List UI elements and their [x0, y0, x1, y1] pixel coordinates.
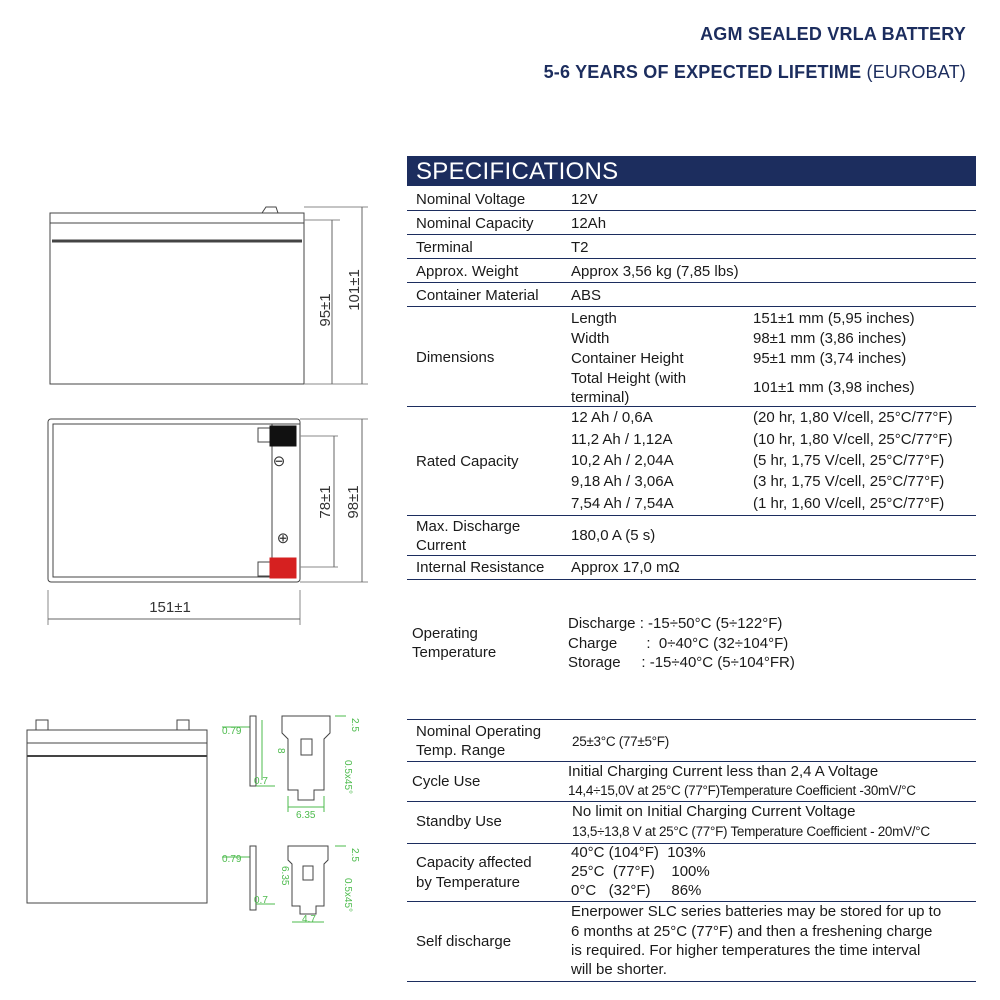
label-cont: Temp. Range	[416, 742, 506, 759]
value: 180,0 A (5 s)	[571, 527, 656, 544]
row-terminal	[407, 235, 976, 259]
dim-value: 101±1 mm (3,98 inches)	[753, 379, 915, 396]
standby-line1: No limit on Initial Charging Current Voltage	[572, 803, 856, 820]
tdim2-offset: 0.7	[254, 895, 268, 906]
label: Standby Use	[416, 813, 502, 830]
value: T2	[571, 239, 589, 256]
capacity-value: 9,18 Ah / 3,06A	[571, 473, 674, 490]
side-height-label: 95±1	[317, 293, 334, 327]
terminal-spacing-label: 78±1	[317, 485, 334, 519]
self-discharge-line: will be shorter.	[571, 961, 667, 978]
negative-terminal-symbol: ⊖	[272, 453, 286, 470]
dim-name: Width	[571, 330, 610, 347]
row-dimensions	[407, 307, 976, 407]
row-weight	[407, 259, 976, 283]
cap-temp-line: 25°C (77°F) 100%	[571, 863, 710, 880]
row-nominal-capacity	[407, 211, 976, 235]
top-view-drawing	[48, 419, 368, 625]
label: Approx. Weight	[416, 263, 519, 280]
specifications-title: SPECIFICATIONS	[407, 156, 976, 186]
label: Operating	[412, 625, 478, 642]
tdim2-height: 6.35	[279, 866, 290, 886]
label: Cycle Use	[412, 773, 481, 790]
dim-value: 151±1 mm (5,95 inches)	[753, 310, 915, 327]
label: Nominal Operating	[416, 723, 542, 740]
length-label: 151±1	[149, 599, 191, 616]
positive-terminal-symbol: ⊕	[276, 530, 290, 547]
row-standby-use	[407, 802, 976, 844]
tdim2-chamfer: 0.5x45°	[342, 878, 353, 913]
dim-name: Total Height (with	[571, 370, 687, 387]
temp-discharge: Discharge : -15÷50°C (5÷122°F)	[568, 615, 783, 632]
width-label: 98±1	[345, 485, 362, 519]
tdim-top: 2.5	[349, 718, 360, 732]
tdim-width: 6.35	[296, 810, 316, 821]
value: 12V	[571, 191, 598, 208]
small-side-view-drawing	[27, 720, 207, 903]
label: Nominal Capacity	[416, 215, 534, 232]
self-discharge-line: 6 months at 25°C (77°F) and then a freshening charge	[571, 923, 933, 940]
standby-line2: 13,5÷13,8 V at 25°C (77°F) Temperature Coefficient - 20mV/°C	[572, 824, 930, 839]
temp-storage: Storage : -15÷40°C (5÷104°FR)	[568, 654, 795, 671]
cycle-line1: Initial Charging Current less than 2,4 A Voltage	[568, 763, 879, 780]
capacity-condition: (3 hr, 1,75 V/cell, 25°C/77°F)	[753, 473, 945, 490]
cycle-line2: 14,4÷15,0V at 25°C (77°F)Temperature Coefficient -30mV/°C	[568, 783, 916, 798]
dim-name-cont: terminal)	[571, 389, 630, 406]
label-cont: Temperature	[412, 644, 497, 661]
value: Approx 17,0 mΩ	[571, 559, 680, 576]
label: Capacity affected	[416, 854, 532, 871]
capacity-condition: (5 hr, 1,75 V/cell, 25°C/77°F)	[753, 452, 945, 469]
row-capacity-temperature	[407, 844, 976, 902]
row-cycle-use	[407, 762, 976, 802]
dim-name: Container Height	[571, 350, 684, 367]
technical-drawings	[0, 0, 400, 1000]
capacity-condition: (10 hr, 1,80 V/cell, 25°C/77°F)	[753, 431, 953, 448]
row-nominal-operating	[407, 720, 976, 762]
row-container-material	[407, 283, 976, 307]
capacity-value: 12 Ah / 0,6A	[571, 409, 653, 426]
label-cont: by Temperature	[416, 874, 520, 891]
label-cont: Current	[416, 537, 467, 554]
label: Dimensions	[416, 349, 495, 366]
label: Self discharge	[416, 933, 512, 950]
self-discharge-line: Enerpower SLC series batteries may be stored for up to	[571, 903, 942, 920]
cap-temp-line: 0°C (32°F) 86%	[571, 882, 702, 899]
tdim2-thickness: 0.79	[222, 854, 242, 865]
row-rated-capacity	[407, 407, 976, 516]
header-subtitle	[544, 62, 966, 83]
row-internal-resistance	[407, 556, 976, 580]
label: Container Material	[416, 287, 539, 304]
temp-charge: Charge : 0÷40°C (32÷104°F)	[568, 635, 789, 652]
tdim-height: 8	[275, 748, 286, 754]
tdim2-top: 2.5	[349, 848, 360, 862]
label: Terminal	[416, 239, 473, 256]
self-discharge-line: is required. For higher temperatures the time interval	[571, 942, 921, 959]
dim-name: Length	[571, 310, 617, 327]
tdim2-width: 4.7	[302, 914, 316, 925]
tdim-chamfer: 0.5x45°	[342, 760, 353, 795]
row-operating-temperature	[407, 580, 976, 720]
capacity-value: 11,2 Ah / 1,12A	[571, 431, 673, 448]
tdim-offset: 0.7	[254, 776, 268, 787]
cap-temp-line: 40°C (104°F) 103%	[571, 844, 706, 861]
label: Rated Capacity	[416, 453, 519, 470]
capacity-value: 7,54 Ah / 7,54A	[571, 495, 674, 512]
dim-value: 95±1 mm (3,74 inches)	[753, 350, 907, 367]
tdim-thickness: 0.79	[222, 726, 242, 737]
header-title: AGM SEALED VRLA BATTERY	[700, 24, 966, 44]
label: Internal Resistance	[416, 559, 545, 576]
value: 25±3°C (77±5°F)	[572, 734, 669, 749]
side-total-height-label: 101±1	[346, 269, 363, 311]
label: Nominal Voltage	[416, 191, 526, 208]
value: 12Ah	[571, 215, 607, 232]
capacity-value: 10,2 Ah / 2,04A	[571, 452, 674, 469]
label: Max. Discharge	[416, 518, 521, 535]
dim-value: 98±1 mm (3,86 inches)	[753, 330, 907, 347]
capacity-condition: (20 hr, 1,80 V/cell, 25°C/77°F)	[753, 409, 953, 426]
row-max-discharge	[407, 516, 976, 556]
value: ABS	[571, 287, 602, 304]
capacity-condition: (1 hr, 1,60 V/cell, 25°C/77°F)	[753, 495, 945, 512]
header-standard: (EUROBAT)	[866, 62, 966, 82]
value: Approx 3,56 kg (7,85 lbs)	[571, 263, 739, 280]
row-nominal-voltage	[407, 187, 976, 211]
row-self-discharge	[407, 902, 976, 982]
header-lifetime: 5-6 YEARS OF EXPECTED LIFETIME	[543, 62, 862, 82]
